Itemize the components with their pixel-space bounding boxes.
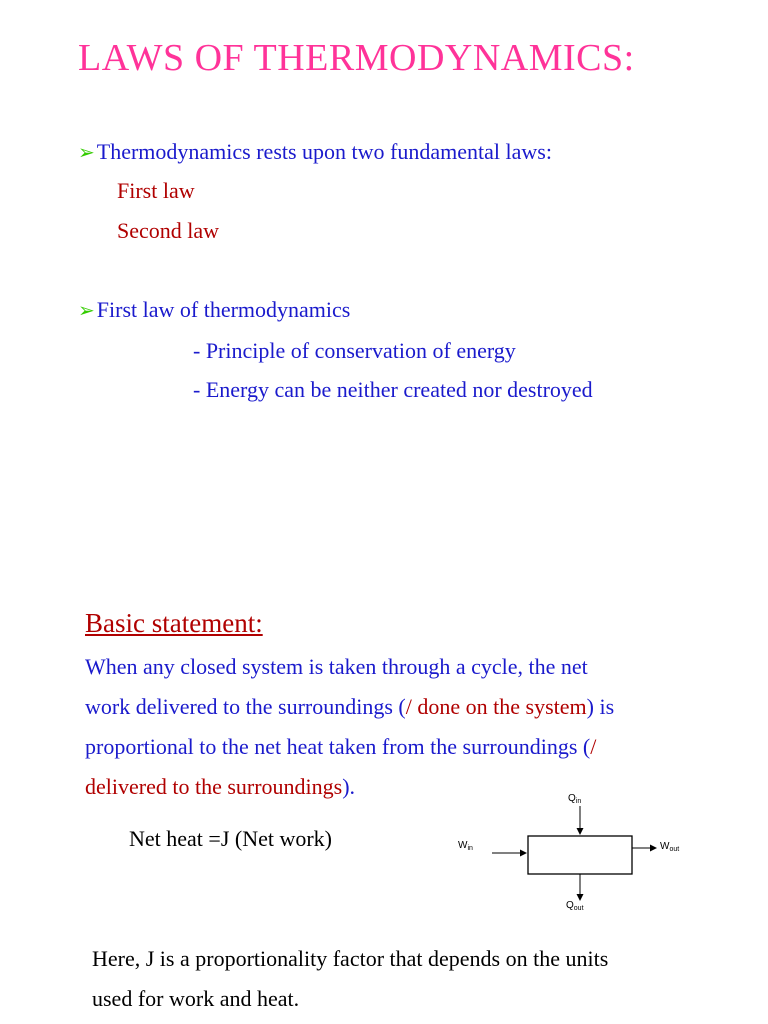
system-box <box>528 836 632 874</box>
law-item-first: First law <box>117 178 195 203</box>
q-out-label: $Q_{out}$ <box>566 900 584 912</box>
bullet-arrow-icon: ➢ <box>78 300 95 322</box>
first-law-line <box>78 297 350 323</box>
system-diagram <box>450 786 710 926</box>
statement-line-3: proportional to the net heat taken from the surroundings (/ <box>85 734 597 759</box>
note-line-2: used for work and heat. <box>92 986 300 1011</box>
w-in-label: $W_{in}$ <box>458 840 473 852</box>
statement-line-1: When any closed system is taken through a cycle, the net <box>85 654 588 679</box>
bullet-arrow-icon: ➢ <box>78 142 95 164</box>
w-out-label: $W_{out}$ <box>660 841 680 853</box>
basic-statement-heading: Basic statement: <box>85 608 263 638</box>
intro-text: Thermodynamics rests upon two fundamental laws: <box>96 139 552 164</box>
intro-line <box>78 139 552 165</box>
first-law-point-2: - Energy can be neither created nor destroyed <box>193 377 593 402</box>
note-line-1: Here, J is a proportionality factor that depends on the units <box>92 946 609 971</box>
statement-line-2: work delivered to the surroundings (/ done on the system) is <box>85 694 615 719</box>
q-in-label: $Q_{in}$ <box>568 793 582 805</box>
page-title: LAWS OF THERMODYNAMICS: <box>78 37 635 79</box>
first-law-point-1: - Principle of conservation of energy <box>193 338 516 363</box>
first-law-text: First law of thermodynamics <box>96 297 351 322</box>
law-item-second: Second law <box>117 218 220 243</box>
equation: Net heat =J (Net work) <box>129 826 333 851</box>
statement-line-4: delivered to the surroundings). <box>85 774 356 799</box>
